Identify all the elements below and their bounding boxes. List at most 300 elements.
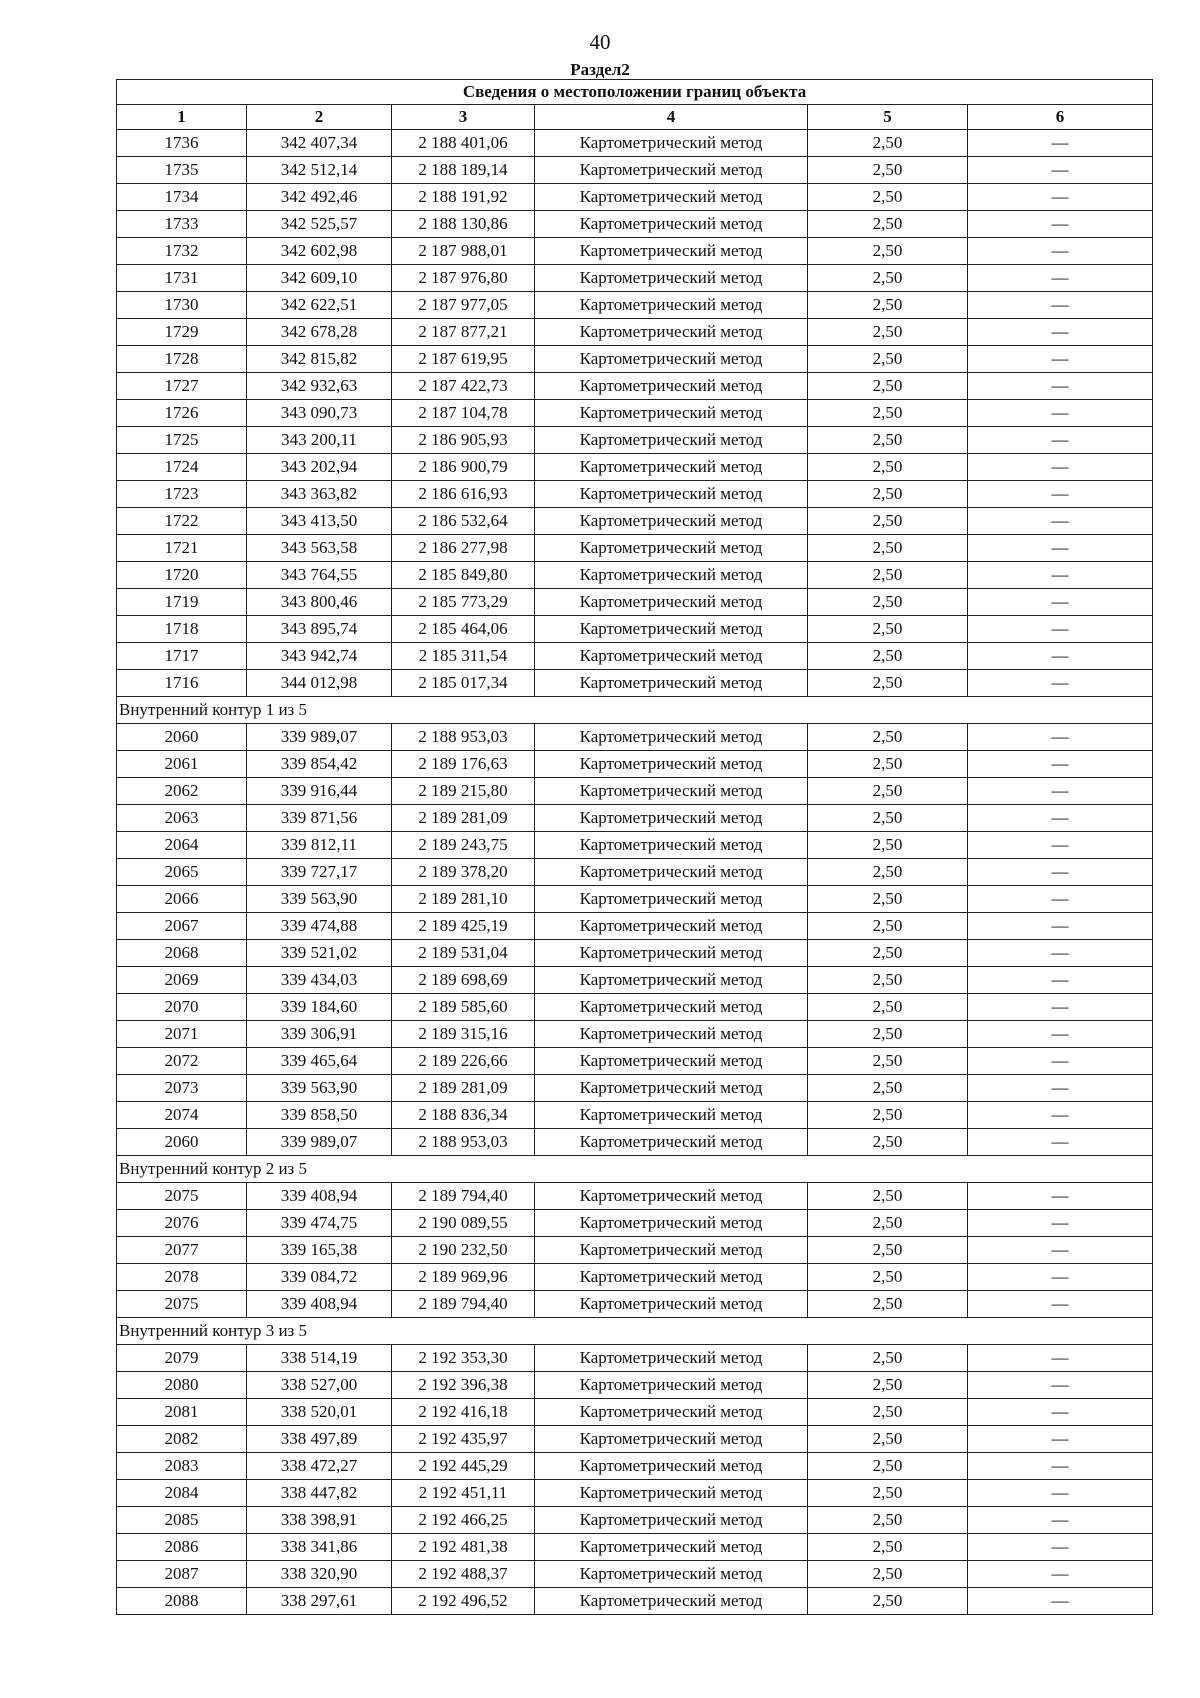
method-cell: Картометрический метод	[535, 805, 808, 832]
column-header-row	[117, 105, 1153, 130]
description-cell: —	[968, 562, 1153, 589]
accuracy-cell: 2,50	[808, 481, 968, 508]
table-row	[117, 913, 1153, 940]
accuracy-cell: 2,50	[808, 913, 968, 940]
point-number-cell: 1717	[117, 643, 247, 670]
method-cell: Картометрический метод	[535, 616, 808, 643]
point-number-cell: 1726	[117, 400, 247, 427]
x-coordinate-cell: 338 297,61	[247, 1588, 392, 1615]
point-number-cell: 2080	[117, 1372, 247, 1399]
point-number-cell: 1733	[117, 211, 247, 238]
table-row	[117, 670, 1153, 697]
y-coordinate-cell: 2 188 836,34	[392, 1102, 535, 1129]
method-cell: Картометрический метод	[535, 643, 808, 670]
x-coordinate-cell: 342 512,14	[247, 157, 392, 184]
accuracy-cell: 2,50	[808, 184, 968, 211]
accuracy-cell: 2,50	[808, 724, 968, 751]
point-number-cell: 2060	[117, 724, 247, 751]
description-cell: —	[968, 319, 1153, 346]
table-row	[117, 400, 1153, 427]
y-coordinate-cell: 2 187 619,95	[392, 346, 535, 373]
description-cell: —	[968, 292, 1153, 319]
description-cell: —	[968, 346, 1153, 373]
point-number-cell: 2082	[117, 1426, 247, 1453]
description-cell: —	[968, 1399, 1153, 1426]
x-coordinate-cell: 343 800,46	[247, 589, 392, 616]
point-number-cell: 2065	[117, 859, 247, 886]
description-cell: —	[968, 157, 1153, 184]
y-coordinate-cell: 2 189 698,69	[392, 967, 535, 994]
description-cell: —	[968, 1426, 1153, 1453]
description-cell: —	[968, 184, 1153, 211]
accuracy-cell: 2,50	[808, 265, 968, 292]
method-cell: Картометрический метод	[535, 1534, 808, 1561]
table-row	[117, 1129, 1153, 1156]
y-coordinate-cell: 2 189 531,04	[392, 940, 535, 967]
accuracy-cell: 2,50	[808, 886, 968, 913]
y-coordinate-cell: 2 192 481,38	[392, 1534, 535, 1561]
y-coordinate-cell: 2 188 953,03	[392, 1129, 535, 1156]
accuracy-cell: 2,50	[808, 1021, 968, 1048]
accuracy-cell: 2,50	[808, 967, 968, 994]
accuracy-cell: 2,50	[808, 1588, 968, 1615]
y-coordinate-cell: 2 189 378,20	[392, 859, 535, 886]
method-cell: Картометрический метод	[535, 265, 808, 292]
contour-label-row	[117, 697, 1153, 724]
y-coordinate-cell: 2 188 953,03	[392, 724, 535, 751]
column-header: 1	[117, 105, 247, 130]
method-cell: Картометрический метод	[535, 211, 808, 238]
x-coordinate-cell: 343 363,82	[247, 481, 392, 508]
method-cell: Картометрический метод	[535, 967, 808, 994]
x-coordinate-cell: 338 472,27	[247, 1453, 392, 1480]
x-coordinate-cell: 339 854,42	[247, 751, 392, 778]
section-title: Раздел2	[570, 60, 630, 79]
description-cell: —	[968, 913, 1153, 940]
y-coordinate-cell: 2 192 435,97	[392, 1426, 535, 1453]
description-cell: —	[968, 481, 1153, 508]
y-coordinate-cell: 2 186 277,98	[392, 535, 535, 562]
table-row	[117, 1210, 1153, 1237]
x-coordinate-cell: 339 916,44	[247, 778, 392, 805]
table-row	[117, 643, 1153, 670]
accuracy-cell: 2,50	[808, 643, 968, 670]
accuracy-cell: 2,50	[808, 1210, 968, 1237]
table-row	[117, 886, 1153, 913]
accuracy-cell: 2,50	[808, 1102, 968, 1129]
method-cell: Картометрический метод	[535, 1426, 808, 1453]
method-cell: Картометрический метод	[535, 535, 808, 562]
y-coordinate-cell: 2 187 977,05	[392, 292, 535, 319]
table-row	[117, 967, 1153, 994]
description-cell: —	[968, 778, 1153, 805]
accuracy-cell: 2,50	[808, 400, 968, 427]
description-cell: —	[968, 454, 1153, 481]
table-body	[117, 80, 1153, 1615]
point-number-cell: 1725	[117, 427, 247, 454]
y-coordinate-cell: 2 186 616,93	[392, 481, 535, 508]
point-number-cell: 2063	[117, 805, 247, 832]
table-row	[117, 346, 1153, 373]
method-cell: Картометрический метод	[535, 1399, 808, 1426]
y-coordinate-cell: 2 189 281,09	[392, 805, 535, 832]
y-coordinate-cell: 2 186 905,93	[392, 427, 535, 454]
x-coordinate-cell: 342 932,63	[247, 373, 392, 400]
description-cell: —	[968, 1183, 1153, 1210]
x-coordinate-cell: 339 408,94	[247, 1183, 392, 1210]
table-row	[117, 238, 1153, 265]
method-cell: Картометрический метод	[535, 1561, 808, 1588]
table-row	[117, 751, 1153, 778]
y-coordinate-cell: 2 188 130,86	[392, 211, 535, 238]
description-cell: —	[968, 1480, 1153, 1507]
table-row	[117, 859, 1153, 886]
x-coordinate-cell: 338 398,91	[247, 1507, 392, 1534]
method-cell: Картометрический метод	[535, 562, 808, 589]
method-cell: Картометрический метод	[535, 778, 808, 805]
method-cell: Картометрический метод	[535, 184, 808, 211]
point-number-cell: 2085	[117, 1507, 247, 1534]
method-cell: Картометрический метод	[535, 1183, 808, 1210]
table-row	[117, 130, 1153, 157]
description-cell: —	[968, 211, 1153, 238]
point-number-cell: 2084	[117, 1480, 247, 1507]
table-row	[117, 832, 1153, 859]
x-coordinate-cell: 339 989,07	[247, 1129, 392, 1156]
method-cell: Картометрический метод	[535, 1048, 808, 1075]
table-row	[117, 265, 1153, 292]
method-cell: Картометрический метод	[535, 346, 808, 373]
point-number-cell: 2060	[117, 1129, 247, 1156]
x-coordinate-cell: 342 678,28	[247, 319, 392, 346]
x-coordinate-cell: 338 497,89	[247, 1426, 392, 1453]
description-cell: —	[968, 751, 1153, 778]
table-row	[117, 319, 1153, 346]
description-cell: —	[968, 1048, 1153, 1075]
accuracy-cell: 2,50	[808, 1183, 968, 1210]
y-coordinate-cell: 2 188 191,92	[392, 184, 535, 211]
column-header: 6	[968, 105, 1153, 130]
accuracy-cell: 2,50	[808, 508, 968, 535]
table-row	[117, 1480, 1153, 1507]
y-coordinate-cell: 2 185 311,54	[392, 643, 535, 670]
y-coordinate-cell: 2 189 243,75	[392, 832, 535, 859]
point-number-cell: 1731	[117, 265, 247, 292]
accuracy-cell: 2,50	[808, 157, 968, 184]
accuracy-cell: 2,50	[808, 1237, 968, 1264]
description-cell: —	[968, 589, 1153, 616]
y-coordinate-cell: 2 187 976,80	[392, 265, 535, 292]
accuracy-cell: 2,50	[808, 130, 968, 157]
method-cell: Картометрический метод	[535, 157, 808, 184]
method-cell: Картометрический метод	[535, 1453, 808, 1480]
point-number-cell: 2088	[117, 1588, 247, 1615]
method-cell: Картометрический метод	[535, 1588, 808, 1615]
table-row	[117, 778, 1153, 805]
point-number-cell: 1723	[117, 481, 247, 508]
y-coordinate-cell: 2 190 089,55	[392, 1210, 535, 1237]
y-coordinate-cell: 2 189 281,09	[392, 1075, 535, 1102]
description-cell: —	[968, 832, 1153, 859]
y-coordinate-cell: 2 189 176,63	[392, 751, 535, 778]
x-coordinate-cell: 339 084,72	[247, 1264, 392, 1291]
point-number-cell: 1732	[117, 238, 247, 265]
accuracy-cell: 2,50	[808, 751, 968, 778]
x-coordinate-cell: 338 341,86	[247, 1534, 392, 1561]
method-cell: Картометрический метод	[535, 481, 808, 508]
y-coordinate-cell: 2 187 988,01	[392, 238, 535, 265]
method-cell: Картометрический метод	[535, 1210, 808, 1237]
table-row	[117, 184, 1153, 211]
column-header: 2	[247, 105, 392, 130]
point-number-cell: 1730	[117, 292, 247, 319]
y-coordinate-cell: 2 187 877,21	[392, 319, 535, 346]
point-number-cell: 1716	[117, 670, 247, 697]
x-coordinate-cell: 338 520,01	[247, 1399, 392, 1426]
description-cell: —	[968, 1102, 1153, 1129]
method-cell: Картометрический метод	[535, 751, 808, 778]
description-cell: —	[968, 1561, 1153, 1588]
accuracy-cell: 2,50	[808, 1291, 968, 1318]
column-header: 3	[392, 105, 535, 130]
description-cell: —	[968, 967, 1153, 994]
point-number-cell: 2075	[117, 1291, 247, 1318]
y-coordinate-cell: 2 192 488,37	[392, 1561, 535, 1588]
y-coordinate-cell: 2 189 281,10	[392, 886, 535, 913]
description-cell: —	[968, 1291, 1153, 1318]
method-cell: Картометрический метод	[535, 1291, 808, 1318]
method-cell: Картометрический метод	[535, 1021, 808, 1048]
point-number-cell: 2062	[117, 778, 247, 805]
table-row	[117, 292, 1153, 319]
x-coordinate-cell: 339 165,38	[247, 1237, 392, 1264]
table-row	[117, 1399, 1153, 1426]
table-row	[117, 373, 1153, 400]
point-number-cell: 2064	[117, 832, 247, 859]
table-row	[117, 562, 1153, 589]
point-number-cell: 1729	[117, 319, 247, 346]
table-row	[117, 994, 1153, 1021]
point-number-cell: 1722	[117, 508, 247, 535]
method-cell: Картометрический метод	[535, 1264, 808, 1291]
description-cell: —	[968, 130, 1153, 157]
table-row	[117, 1561, 1153, 1588]
y-coordinate-cell: 2 185 849,80	[392, 562, 535, 589]
point-number-cell: 1736	[117, 130, 247, 157]
table-row	[117, 211, 1153, 238]
point-number-cell: 2072	[117, 1048, 247, 1075]
accuracy-cell: 2,50	[808, 1048, 968, 1075]
accuracy-cell: 2,50	[808, 238, 968, 265]
table-row	[117, 1291, 1153, 1318]
column-header: 4	[535, 105, 808, 130]
contour-label-row	[117, 1156, 1153, 1183]
point-number-cell: 1734	[117, 184, 247, 211]
method-cell: Картометрический метод	[535, 940, 808, 967]
x-coordinate-cell: 339 474,88	[247, 913, 392, 940]
x-coordinate-cell: 343 764,55	[247, 562, 392, 589]
contour-label: Внутренний контур 1 из 5	[117, 697, 1153, 724]
description-cell: —	[968, 1075, 1153, 1102]
contour-label: Внутренний контур 2 из 5	[117, 1156, 1153, 1183]
method-cell: Картометрический метод	[535, 886, 808, 913]
y-coordinate-cell: 2 192 416,18	[392, 1399, 535, 1426]
accuracy-cell: 2,50	[808, 805, 968, 832]
description-cell: —	[968, 859, 1153, 886]
accuracy-cell: 2,50	[808, 1507, 968, 1534]
point-number-cell: 1735	[117, 157, 247, 184]
description-cell: —	[968, 886, 1153, 913]
contour-label-row	[117, 1318, 1153, 1345]
table-row	[117, 1102, 1153, 1129]
accuracy-cell: 2,50	[808, 427, 968, 454]
table-row	[117, 454, 1153, 481]
x-coordinate-cell: 339 812,11	[247, 832, 392, 859]
point-number-cell: 2078	[117, 1264, 247, 1291]
point-number-cell: 2070	[117, 994, 247, 1021]
table-row	[117, 1237, 1153, 1264]
y-coordinate-cell: 2 192 353,30	[392, 1345, 535, 1372]
x-coordinate-cell: 342 622,51	[247, 292, 392, 319]
method-cell: Картометрический метод	[535, 1075, 808, 1102]
description-cell: —	[968, 805, 1153, 832]
x-coordinate-cell: 339 563,90	[247, 886, 392, 913]
y-coordinate-cell: 2 189 226,66	[392, 1048, 535, 1075]
x-coordinate-cell: 339 521,02	[247, 940, 392, 967]
x-coordinate-cell: 339 306,91	[247, 1021, 392, 1048]
point-number-cell: 2077	[117, 1237, 247, 1264]
y-coordinate-cell: 2 188 189,14	[392, 157, 535, 184]
method-cell: Картометрический метод	[535, 427, 808, 454]
table-row	[117, 481, 1153, 508]
method-cell: Картометрический метод	[535, 130, 808, 157]
accuracy-cell: 2,50	[808, 616, 968, 643]
page-number: 40	[589, 30, 611, 54]
x-coordinate-cell: 338 447,82	[247, 1480, 392, 1507]
accuracy-cell: 2,50	[808, 373, 968, 400]
y-coordinate-cell: 2 192 496,52	[392, 1588, 535, 1615]
method-cell: Картометрический метод	[535, 859, 808, 886]
y-coordinate-cell: 2 189 585,60	[392, 994, 535, 1021]
y-coordinate-cell: 2 192 466,25	[392, 1507, 535, 1534]
accuracy-cell: 2,50	[808, 1561, 968, 1588]
method-cell: Картометрический метод	[535, 238, 808, 265]
accuracy-cell: 2,50	[808, 589, 968, 616]
x-coordinate-cell: 338 514,19	[247, 1345, 392, 1372]
table-row	[117, 508, 1153, 535]
x-coordinate-cell: 342 609,10	[247, 265, 392, 292]
table-row	[117, 1534, 1153, 1561]
x-coordinate-cell: 342 525,57	[247, 211, 392, 238]
y-coordinate-cell: 2 187 422,73	[392, 373, 535, 400]
y-coordinate-cell: 2 186 900,79	[392, 454, 535, 481]
table-row	[117, 805, 1153, 832]
method-cell: Картометрический метод	[535, 508, 808, 535]
method-cell: Картометрический метод	[535, 1237, 808, 1264]
point-number-cell: 1720	[117, 562, 247, 589]
accuracy-cell: 2,50	[808, 535, 968, 562]
y-coordinate-cell: 2 192 445,29	[392, 1453, 535, 1480]
x-coordinate-cell: 343 202,94	[247, 454, 392, 481]
point-number-cell: 2087	[117, 1561, 247, 1588]
accuracy-cell: 2,50	[808, 1534, 968, 1561]
x-coordinate-cell: 339 408,94	[247, 1291, 392, 1318]
accuracy-cell: 2,50	[808, 1399, 968, 1426]
point-number-cell: 1719	[117, 589, 247, 616]
x-coordinate-cell: 344 012,98	[247, 670, 392, 697]
y-coordinate-cell: 2 189 794,40	[392, 1291, 535, 1318]
description-cell: —	[968, 994, 1153, 1021]
method-cell: Картометрический метод	[535, 400, 808, 427]
point-number-cell: 2074	[117, 1102, 247, 1129]
x-coordinate-cell: 338 320,90	[247, 1561, 392, 1588]
point-number-cell: 2076	[117, 1210, 247, 1237]
accuracy-cell: 2,50	[808, 940, 968, 967]
method-cell: Картометрический метод	[535, 913, 808, 940]
x-coordinate-cell: 343 090,73	[247, 400, 392, 427]
x-coordinate-cell: 338 527,00	[247, 1372, 392, 1399]
method-cell: Картометрический метод	[535, 724, 808, 751]
y-coordinate-cell: 2 185 017,34	[392, 670, 535, 697]
y-coordinate-cell: 2 190 232,50	[392, 1237, 535, 1264]
x-coordinate-cell: 343 942,74	[247, 643, 392, 670]
description-cell: —	[968, 1264, 1153, 1291]
x-coordinate-cell: 343 563,58	[247, 535, 392, 562]
method-cell: Картометрический метод	[535, 1345, 808, 1372]
point-number-cell: 2066	[117, 886, 247, 913]
accuracy-cell: 2,50	[808, 1075, 968, 1102]
column-header: 5	[808, 105, 968, 130]
table-row	[117, 1453, 1153, 1480]
table-row	[117, 1048, 1153, 1075]
point-number-cell: 2081	[117, 1399, 247, 1426]
table-row	[117, 1021, 1153, 1048]
description-cell: —	[968, 238, 1153, 265]
x-coordinate-cell: 339 727,17	[247, 859, 392, 886]
table-row	[117, 1507, 1153, 1534]
accuracy-cell: 2,50	[808, 319, 968, 346]
accuracy-cell: 2,50	[808, 1129, 968, 1156]
description-cell: —	[968, 1129, 1153, 1156]
method-cell: Картометрический метод	[535, 454, 808, 481]
accuracy-cell: 2,50	[808, 1372, 968, 1399]
y-coordinate-cell: 2 188 401,06	[392, 130, 535, 157]
x-coordinate-cell: 339 563,90	[247, 1075, 392, 1102]
description-cell: —	[968, 670, 1153, 697]
description-cell: —	[968, 1372, 1153, 1399]
table-row	[117, 940, 1153, 967]
description-cell: —	[968, 940, 1153, 967]
table-row	[117, 1588, 1153, 1615]
method-cell: Картометрический метод	[535, 1129, 808, 1156]
description-cell: —	[968, 1021, 1153, 1048]
accuracy-cell: 2,50	[808, 1345, 968, 1372]
x-coordinate-cell: 343 413,50	[247, 508, 392, 535]
y-coordinate-cell: 2 185 464,06	[392, 616, 535, 643]
method-cell: Картометрический метод	[535, 1102, 808, 1129]
accuracy-cell: 2,50	[808, 670, 968, 697]
table-row	[117, 1345, 1153, 1372]
accuracy-cell: 2,50	[808, 1426, 968, 1453]
y-coordinate-cell: 2 192 396,38	[392, 1372, 535, 1399]
accuracy-cell: 2,50	[808, 1453, 968, 1480]
y-coordinate-cell: 2 189 315,16	[392, 1021, 535, 1048]
accuracy-cell: 2,50	[808, 994, 968, 1021]
y-coordinate-cell: 2 192 451,11	[392, 1480, 535, 1507]
x-coordinate-cell: 339 474,75	[247, 1210, 392, 1237]
point-number-cell: 2083	[117, 1453, 247, 1480]
method-cell: Картометрический метод	[535, 373, 808, 400]
